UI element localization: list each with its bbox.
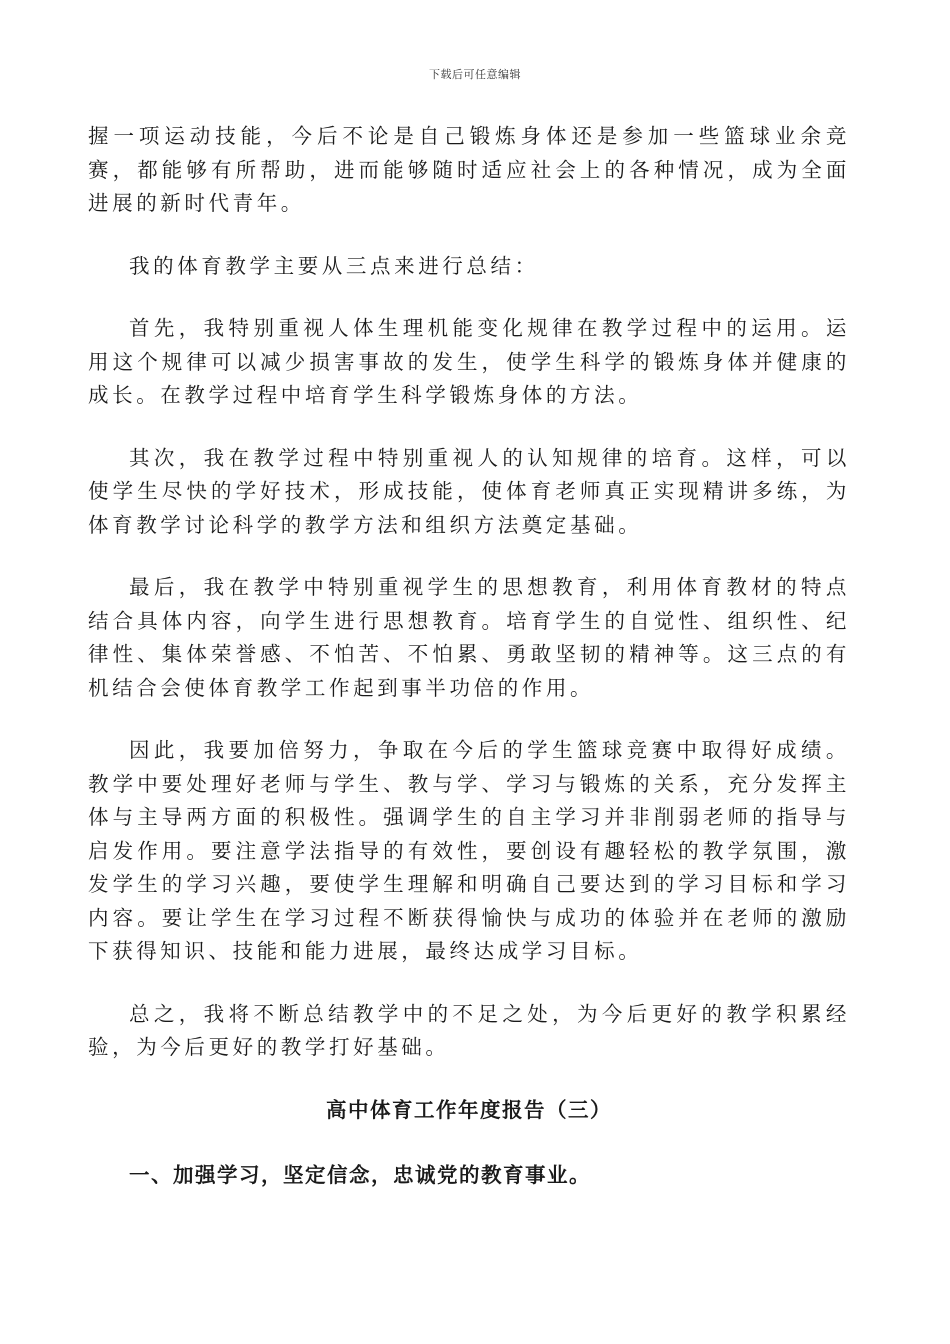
report-title: 高中体育工作年度报告（三） bbox=[326, 1097, 612, 1122]
document-body bbox=[88, 120, 850, 1193]
paragraph-second-point: 其次，我在教学过程中特别重视人的认知规律的培育。这样，可以使学生尽快的学好技术，形成技能，使体育老师真正实现精讲多练，为体育教学讨论科学的教学方法和组织方法奠定基础。 bbox=[88, 445, 850, 537]
paragraph-summary-intro: 我的体育教学主要从三点来进行总结： bbox=[129, 253, 539, 278]
page-header: 下载后可任意编辑 bbox=[429, 68, 521, 81]
paragraph-plan: 因此，我要加倍努力，争取在今后的学生篮球竞赛中取得好成绩。教学中要处理好老师与学生、教与学、学习与锻炼的关系，充分发挥主体与主导两方面的积极性。强调学生的自主学习并非削弱老师的指导与启发作用。要注意学法指导的有效性，要创设有趣轻松的教学氛围，激发学生的学习兴趣，要使学生理解和明确自己要达到的学习目标和学习内容。要让学生在学习过程不断获得愉快与成功的体验并在老师的激励下获得知识、技能和能力进展，最终达成学习目标。 bbox=[88, 738, 850, 963]
section-heading: 一、加强学习，坚定信念，忠诚党的教育事业。 bbox=[129, 1163, 591, 1187]
paragraph-conclusion: 总之，我将不断总结教学中的不足之处，为今后更好的教学积累经验，为今后更好的教学打好基础。 bbox=[88, 1001, 850, 1059]
paragraph-continuation: 握一项运动技能，今后不论是自己锻炼身体还是参加一些篮球业余竞赛，都能够有所帮助，进而能够随时适应社会上的各种情况，成为全面进展的新时代青年。 bbox=[88, 124, 850, 215]
paragraph-third-point: 最后，我在教学中特别重视学生的思想教育，利用体育教材的特点结合具体内容，向学生进行思想教育。培育学生的自觉性、组织性、纪律性、集体荣誉感、不怕苦、不怕累、勇敢坚韧的精神等。这三点的有机结合会使体育教学工作起到事半功倍的作用。 bbox=[88, 575, 850, 700]
paragraph-first-point: 首先，我特别重视人体生理机能变化规律在教学过程中的运用。运用这个规律可以减少损害事故的发生，使学生科学的锻炼身体并健康的成长。在教学过程中培育学生科学锻炼身体的方法。 bbox=[88, 316, 850, 407]
